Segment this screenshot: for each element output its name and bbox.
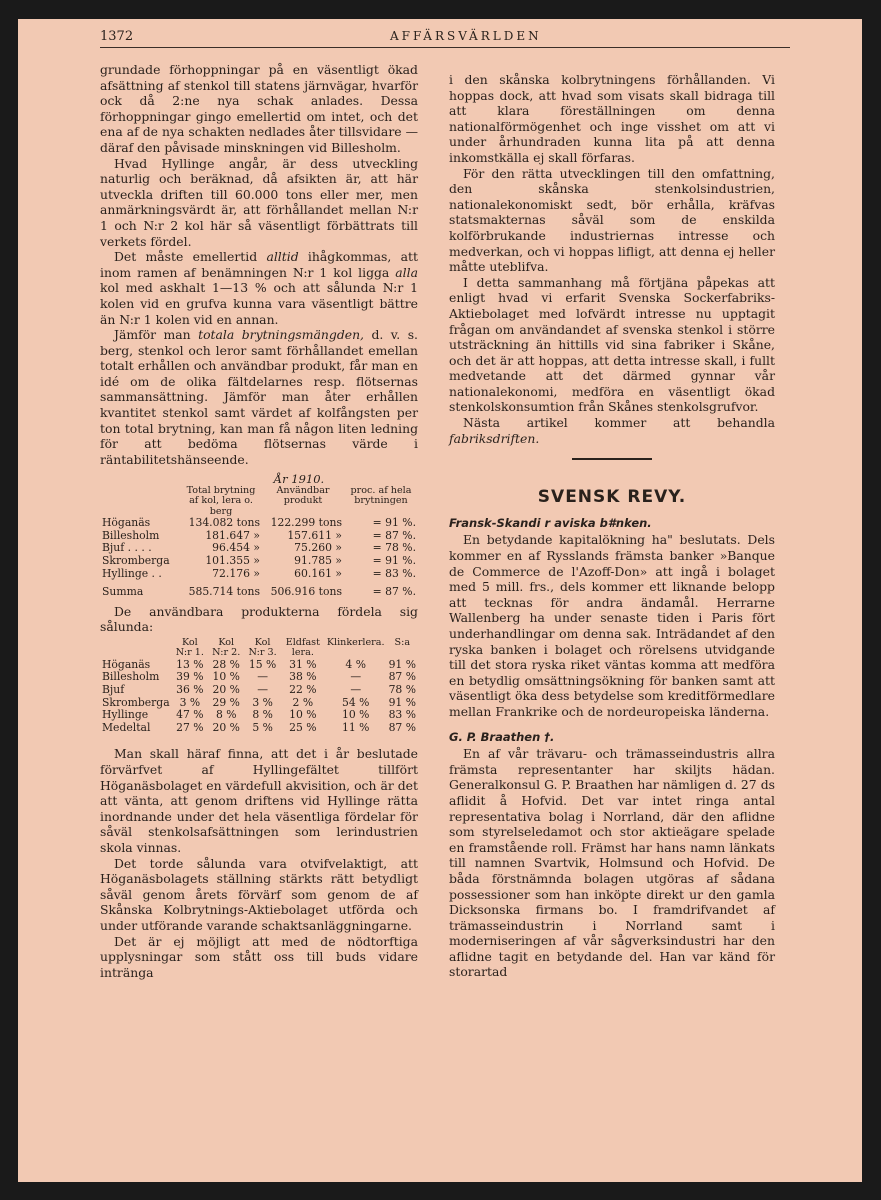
column-header: Kol N:r 1. (175, 637, 204, 659)
paragraph: grundade förhoppningar på en väsentligt ökad afsättning af stenkol till statens järnvägar, hvarför ock då 2:ne nya schak anlades. Dessa förhoppningar gingo emellertid om intet, och det ena af de nya schakten nedlades åter tillsvidare — däraf den påvisade minskningen vid Billesholm. (100, 62, 418, 155)
column-header: Klinkerlera. (326, 637, 385, 648)
paragraph: Det torde sålunda vara otvifvelaktigt, att Höganäsbolagets ställning stärkts rätt betydligt såväl genom årets förvärf som genom de af Skånska Kolbrytnings-Aktiebolaget utförda och under utförande varande schaktsanläggningarne. (100, 855, 418, 933)
column-header: Kol N:r 3. (248, 637, 277, 659)
page-number: 1372 (100, 29, 134, 44)
column-header: Användbar produkt (276, 485, 330, 507)
paragraph: Det är ej möjligt att med de nödtorftiga upplysningar som stått oss till buds vidare intränga (100, 933, 418, 980)
table-row: Skromberga 3 % 29 % 3 % 2 % 54 % 91 % (102, 695, 416, 709)
paragraph: De användbara produkterna fördela sig sålunda: (100, 603, 418, 635)
table-row: Skromberga 101.355 » 91.785 » = 91 %. (102, 554, 416, 568)
header-rule (100, 47, 790, 48)
table-row: Hyllinge 47 % 8 % 8 % 10 % 10 % 83 % (102, 708, 416, 722)
paragraph: Man skall häraf finna, att det i år beslutade förvärfvet af Hyllingefältet tillfört Höganäsbolaget en värdefull akvisition, och är det att vänta, att genom driftens vid Hyllinge rätta inordnande under det hela väsentliga fördelar för såväl stenkolsafsättningen som lerindustrien skola vinnas. (100, 746, 418, 855)
table-sum-row: Summa 585.714 tons 506.916 tons = 87 %. (102, 585, 416, 599)
table-row: Höganäs 13 % 28 % 15 % 31 % 4 % 91 % (102, 657, 416, 671)
paragraph: Nästa artikel kommer att behandla fabriksdriften. (449, 415, 775, 446)
section-divider (572, 458, 652, 460)
table-year: År 1910. (273, 472, 325, 487)
production-table (100, 473, 418, 598)
paragraph: En betydande kapitalökning ha" beslutats. Dels kommer en af Rysslands främsta banker »Banque de Commerce de l'Azoff-Don» att ingå i bolaget med 5 mill. frs., dels kommer ett liknande belopp att tecknas för andra ändamål. Herrarne Wallenberg ha under senaste tiden i Paris fört underhandlingar om denna sak. Inträdandet af den ryska banken i bolaget och rörelsens utvidgande till det stora ryska riket väntas komma att medföra en betydlig omsättningsökning för banken samt att väsentligt öka dess betydelse som kreditförmedlare mellan Frankrike och de nordeuropeiska länderna. (449, 532, 775, 719)
running-title: AFFÄRSVÄRLDEN (390, 29, 542, 43)
table-row: Höganäs 134.082 tons 122.299 tons = 91 %. (102, 516, 416, 530)
column-header: Kol N:r 2. (212, 637, 241, 659)
right-column (449, 72, 775, 980)
table-row: Medeltal 27 % 20 % 5 % 25 % 11 % 87 % (102, 720, 416, 734)
paragraph: i den skånska kolbrytningens förhållanden. Vi hoppas dock, att hvad som visats skall bidraga till att klara föreställningen om denna nationalförmögenhet och inge visshet om att vi under århundraden kunna lita på att denna inkomstkälla ej skall förfaras. (449, 72, 775, 165)
section-title: SVENSK REVY. (537, 487, 687, 508)
column-header: S:a (394, 637, 411, 648)
column-header: proc. af hela brytningen (350, 485, 412, 507)
table-row: Bjuf . . . . 96.454 » 75.260 » = 78 %. (102, 541, 416, 555)
column-header: Eldfast lera. (285, 637, 320, 659)
paragraph: Det måste emellertid alltid ihågkommas, att inom ramen af benämningen N:r 1 kol ligga alla kol med askhalt 1—13 % och att sålunda N:r 1 kolen vid en grufva kunna vara väsentligt bättre än N:r 1 kolen vid en annan. (100, 249, 418, 327)
paragraph: Hvad Hyllinge angår, är dess utveckling naturlig och beräknad, då afsikten är, att här utveckla driften till 60.000 tons eller mer, men anmärkningsvärdt är, att förhållandet mellan N:r 1 och N:r 2 kol här så väsentligt förbättrats till verkets fördel. (100, 155, 418, 249)
paragraph: För den rätta utvecklingen till den omfattning, den skånska stenkolsindustrien, nationalekonomiskt sedt, bör erhålla, kräfvas statsmakternas såväl som de enskilda kolförbrukande industriernas intresse och medverkan, och vi hoppas lifligt, att denna ej heller måtte uteblifva. (449, 165, 775, 275)
paragraph: En af vår trävaru- och trämasseindustris allra främsta representanter har skiljts hädan. Generalkonsul G. P. Braathen har nämligen d. 27 ds aflidit å Hofvid. Det var intet ringa antal representativa bolag i Norrland, där den aflidne som styrelseledamot och stor aktieägare spelade en framstående roll. Främst har hans namn länkats till namnen Svartvik, Holmsund och Hofvid. De båda förstnämnda bolagen utgöras af sådana possessioner som han inköpte direkt ur den gamla Dicksonska firmans bo. I framdrifvandet af trämasseindustrin i Norrland samt i moderniseringen af vår sågverksindustri har den aflidne tagit en betydande del. Han var känd för storartad (449, 746, 775, 980)
table-row: Bjuf 36 % 20 % — 22 % — 78 % (102, 683, 416, 696)
page-header (100, 29, 790, 49)
products-table (100, 638, 418, 734)
table-row: Billesholm 181.647 » 157.611 » = 87 %. (102, 528, 416, 542)
paragraph: Jämför man totala brytningsmängden, d. v. s. berg, stenkol och leror samt förhållandet emellan totalt erhållen och användbar produkt, får man en idé om de olika fältdelarnes resp. flötsernas sammansättning. Jämför man åter erhållen kvantitet stenkol samt värdet af kolfångsten per ton total brytning, kan man få någon liten ledning för att bedöma flötsernas värde i räntabilitetshänseende. (100, 327, 418, 467)
table-row: Billesholm 39 % 10 % — 38 % — 87 % (102, 670, 416, 684)
table-row: Hyllinge . . 72.176 » 60.161 » = 83 %. (102, 566, 416, 580)
paragraph: I detta sammanhang må förtjäna påpekas att enligt hvad vi erfarit Svenska Sockerfabriks-Aktiebolaget med lofvärdt intresse nu upptagit frågan om användandet af svenska stenkol i större utsträckning än hittills vid sina fabriker i Skåne, och det är att hoppas, att detta intresse skall, i fullt medvetande att det därmed gynnar vår nationalekonomi, medföra en väsentligt ökad stenkolskonsumtion från Skånes stenkolsgrufvor. (449, 274, 775, 415)
article-heading: Fransk-Skandi r aviska b#nken. (449, 515, 652, 530)
left-column (100, 62, 418, 980)
column-header: Total brytning af kol, lera o. berg (186, 485, 256, 517)
article-heading: G. P. Braathen †. (449, 729, 555, 744)
